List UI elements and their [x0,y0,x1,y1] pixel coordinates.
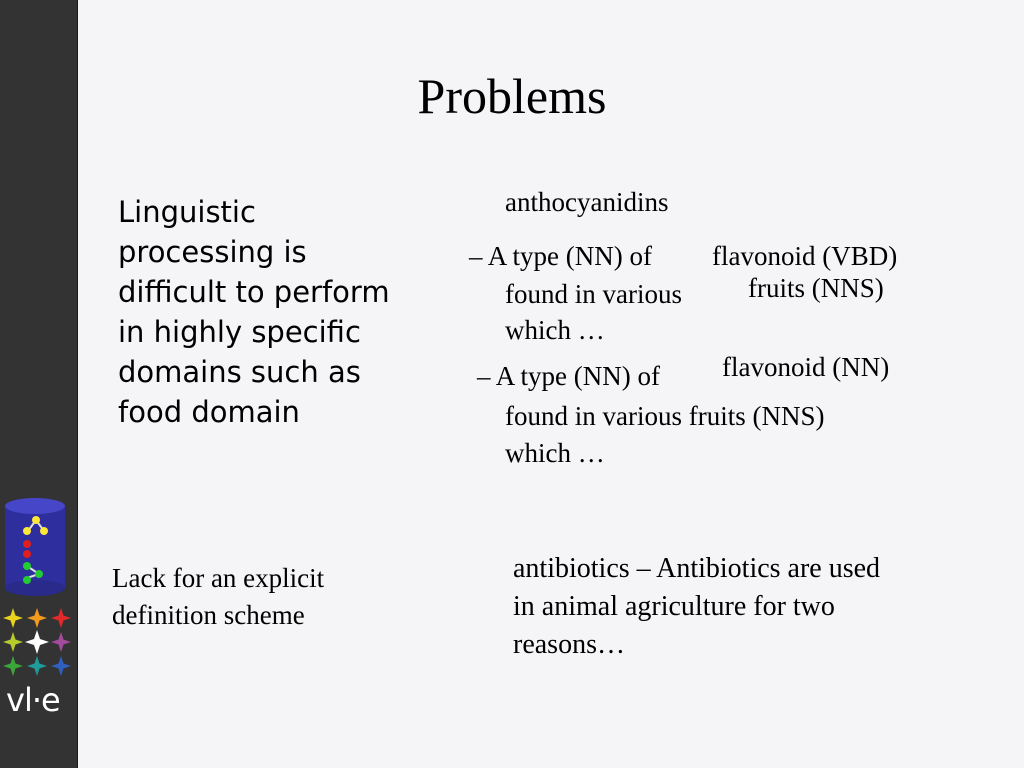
antibiotics-text: antibiotics – Antibiotics are used in animal agriculture for two reasons… [513,553,881,660]
brand-logo-text: vl·e [6,681,60,719]
type1-prefix: – A type (NN) of [469,241,652,271]
type1-fruits: fruits (NNS) [748,273,884,303]
anthocyanidins-term: anthocyanidins [505,187,669,217]
type1-tag: flavonoid (VBD) [712,241,898,271]
type2-tag: flavonoid (NN) [722,352,890,382]
type2-prefix: – A type (NN) of [477,361,660,391]
type1-found: found in various [505,279,682,309]
linguistic-processing-text: Linguistic processing is difficult to perform in highly specific domains such as food domain [118,195,390,429]
type2-rest: found in various fruits (NNS) which … [505,401,825,468]
lack-definition-text: Lack for an explicit definition scheme [112,563,325,630]
type1-which: which … [505,315,605,345]
slide-title: Problems [417,68,607,124]
vle-star-logo-icon [3,608,73,676]
database-cylinder-icon [3,498,67,598]
